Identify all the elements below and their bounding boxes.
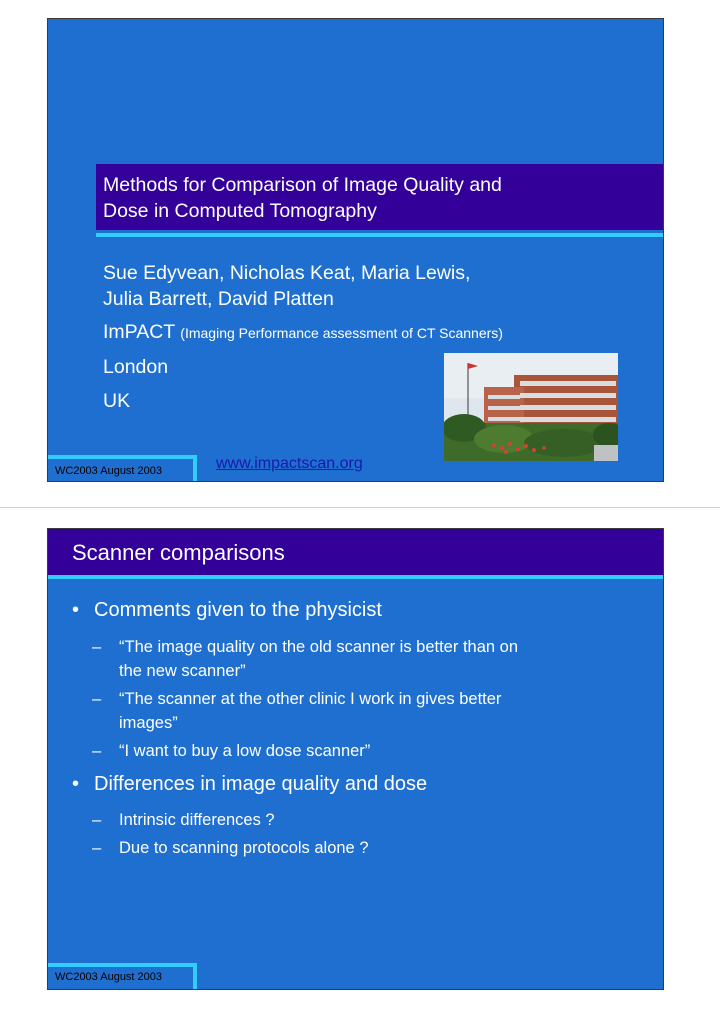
bullet-item <box>72 773 427 796</box>
bullet-icon: • <box>72 773 80 795</box>
page-divider <box>0 507 720 508</box>
dash-icon: – <box>92 742 102 760</box>
hospital-photo <box>444 353 618 461</box>
bullet-item <box>72 599 382 622</box>
dash-icon: – <box>92 839 102 857</box>
sub-bullet-item <box>92 808 275 832</box>
sub-bullet-continuation: images” <box>119 714 178 732</box>
sub-bullet-text: “The scanner at the other clinic I work in gives better <box>119 690 502 708</box>
title-underline <box>96 233 663 237</box>
slide-title <box>103 172 643 224</box>
sub-bullet-item <box>92 739 370 763</box>
slide-title-box <box>48 529 663 575</box>
footer-accent-horizontal <box>48 455 197 459</box>
dash-icon: – <box>92 638 102 656</box>
bullet-text: Comments given to the physicist <box>94 599 382 621</box>
slide-footer: WC2003 August 2003 <box>55 465 163 477</box>
dash-icon: – <box>92 690 102 708</box>
org-name: ImPACT <box>103 321 175 343</box>
city: London <box>103 356 169 378</box>
slide-scanner-comparisons <box>47 528 664 990</box>
sub-bullet-item <box>92 687 501 735</box>
title-line-2: Dose in Computed Tomography <box>103 200 377 222</box>
sub-bullet-text: Due to scanning protocols alone ? <box>119 839 369 857</box>
slide-title-page <box>47 18 664 482</box>
footer-accent-horizontal <box>48 963 197 967</box>
slide-title: Scanner comparisons <box>72 540 285 565</box>
org-full-name: (Imaging Performance assessment of CT Scanners) <box>180 325 503 341</box>
organization <box>103 320 503 345</box>
sub-bullet-continuation: the new scanner” <box>119 662 246 680</box>
country: UK <box>103 390 131 412</box>
authors-line-1: Sue Edyvean, Nicholas Keat, Maria Lewis, <box>103 262 471 284</box>
dash-icon: – <box>92 811 102 829</box>
sub-bullet-text: “The image quality on the old scanner is better than on <box>119 638 518 656</box>
sub-bullet-item <box>92 836 369 860</box>
slide-title-box <box>96 164 663 230</box>
authors-line-2: Julia Barrett, David Platten <box>103 288 334 310</box>
website-link[interactable]: www.impactscan.org <box>216 455 363 472</box>
sub-bullet-text: “I want to buy a low dose scanner” <box>119 742 371 760</box>
title-underline <box>48 575 663 579</box>
sub-bullet-text: Intrinsic differences ? <box>119 811 275 829</box>
bullet-text: Differences in image quality and dose <box>94 773 428 795</box>
title-line-1: Methods for Comparison of Image Quality and <box>103 174 502 196</box>
sub-bullet-item <box>92 635 518 683</box>
slide-footer: WC2003 August 2003 <box>55 971 163 983</box>
bullet-icon: • <box>72 599 80 621</box>
